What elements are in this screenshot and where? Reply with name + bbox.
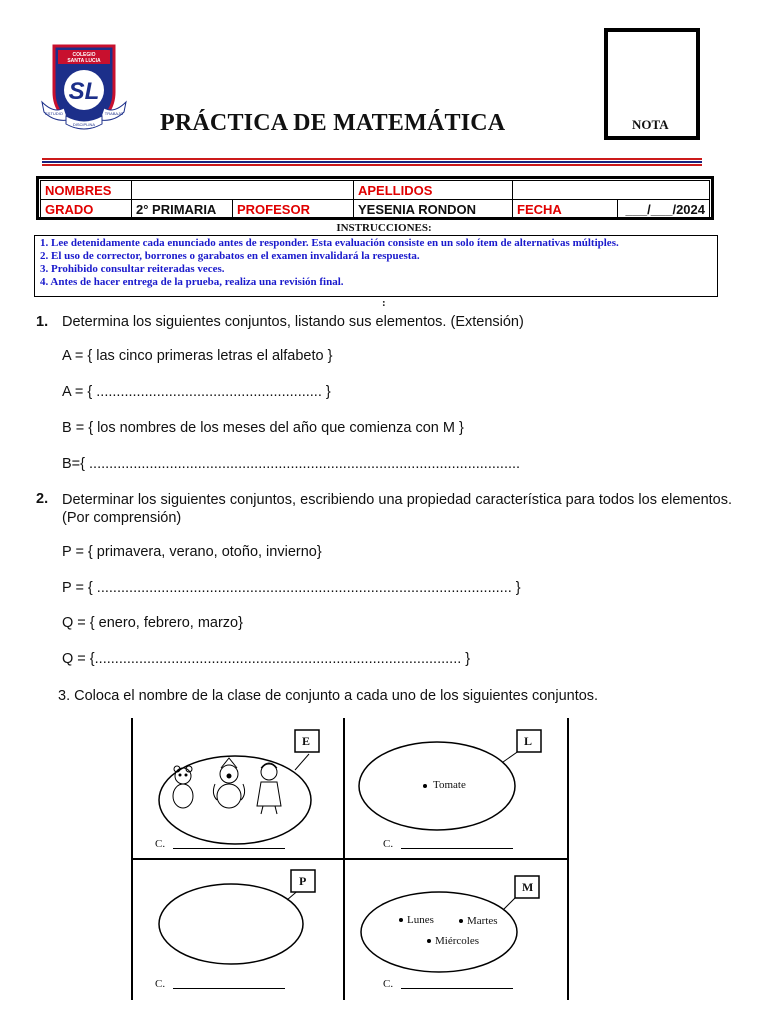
student-info-table <box>36 176 714 220</box>
header-stripe-red-2 <box>42 164 702 166</box>
profesor-label: PROFESOR <box>233 200 354 219</box>
instructions-box <box>34 235 718 297</box>
element-dot <box>423 784 427 788</box>
instructions-title: INSTRUCCIONES: <box>336 222 432 234</box>
q2-set-q-definition: Q = { enero, febrero, marzo} <box>62 615 243 631</box>
set-diagram-e <box>131 718 343 858</box>
instruction-item: 3. Prohibido consultar reiteradas veces. <box>40 263 225 275</box>
q1-set-b-answer[interactable]: B={ ........................................................................................................... <box>62 456 521 472</box>
doll-icon <box>257 763 281 814</box>
nombres-label: NOMBRES <box>41 181 132 200</box>
grado-label: GRADO <box>41 200 132 219</box>
set-tag-e: E <box>302 734 311 748</box>
q2-set-q-answer[interactable]: Q = {........................................................................................... } <box>62 651 471 667</box>
set-classification-grid <box>131 718 569 1000</box>
grade-label: NOTA <box>632 117 669 132</box>
set-element: Lunes <box>407 914 434 926</box>
profesor-value: YESENIA RONDON <box>354 200 513 219</box>
apellidos-field[interactable] <box>513 181 710 200</box>
svg-text:DISCIPLINA: DISCIPLINA <box>72 122 96 127</box>
set-diagram-m <box>343 860 569 1000</box>
q2-set-p-definition: P = { primavera, verano, otoño, invierno} <box>62 544 322 560</box>
q3-text: 3. Coloca el nombre de la clase de conjunto a cada uno de los siguientes conjuntos. <box>58 688 599 704</box>
answer-line-e[interactable] <box>173 848 285 849</box>
clown-icon <box>213 758 244 808</box>
teddy-bear-icon <box>173 766 193 808</box>
svg-text:ESTUDIO: ESTUDIO <box>45 111 63 116</box>
instructions-trailing: : <box>382 297 386 309</box>
page-title: PRÁCTICA DE MATEMÁTICA <box>160 110 506 136</box>
q1-set-b-definition: B = { los nombres de los meses del año que comienza con M } <box>62 420 464 436</box>
answer-prefix: C. <box>155 978 166 990</box>
school-logo <box>40 42 128 134</box>
svg-text:TRABAJO: TRABAJO <box>104 111 124 116</box>
q2-text: Determinar los siguientes conjuntos, escribiendo una propiedad característica para todos los elementos. (Por comprensión) <box>62 492 732 526</box>
apellidos-label: APELLIDOS <box>354 181 513 200</box>
header-stripe-blue <box>42 161 702 163</box>
set-tag-p: P <box>299 874 307 888</box>
set-tag-m: M <box>522 880 534 894</box>
q2-set-p-answer[interactable]: P = { ....................................................................................................... } <box>62 580 521 596</box>
fecha-field[interactable]: ___/___/2024 <box>618 200 710 219</box>
set-tag-l: L <box>524 734 533 748</box>
answer-prefix: C. <box>383 838 394 850</box>
grado-value: 2° PRIMARIA <box>132 200 233 219</box>
instruction-item: 1. Lee detenidamente cada enunciado antes de responder. Esta evaluación consiste en un solo ítem de alternativas múltiples. <box>40 237 619 249</box>
header-stripe-red <box>42 158 702 160</box>
q2-number: 2. <box>36 491 49 507</box>
set-element: Tomate <box>433 779 466 791</box>
svg-text:SL: SL <box>68 78 100 105</box>
answer-line-p[interactable] <box>173 988 285 989</box>
answer-prefix: C. <box>155 838 166 850</box>
svg-text:COLEGIO: COLEGIO <box>72 52 96 58</box>
q1-set-a-answer[interactable]: A = { ........................................................ } <box>62 384 331 400</box>
answer-line-l[interactable] <box>401 848 513 849</box>
svg-text:SANTA LUCIA: SANTA LUCIA <box>67 58 101 64</box>
nombres-field[interactable] <box>132 181 354 200</box>
fecha-label: FECHA <box>513 200 618 219</box>
q1-set-a-definition: A = { las cinco primeras letras el alfabeto } <box>62 348 333 364</box>
answer-line-m[interactable] <box>401 988 513 989</box>
q1-text: Determina los siguientes conjuntos, listando sus elementos. (Extensión) <box>62 314 524 330</box>
set-element: Miércoles <box>435 935 479 947</box>
instruction-item: 2. El uso de corrector, borrones o garabatos en el examen invalidará la respuesta. <box>40 250 420 262</box>
answer-prefix: C. <box>383 978 394 990</box>
set-element: Martes <box>467 915 498 927</box>
instruction-item: 4. Antes de hacer entrega de la prueba, realiza una revisión final. <box>40 276 344 288</box>
q1-number: 1. <box>36 314 49 330</box>
